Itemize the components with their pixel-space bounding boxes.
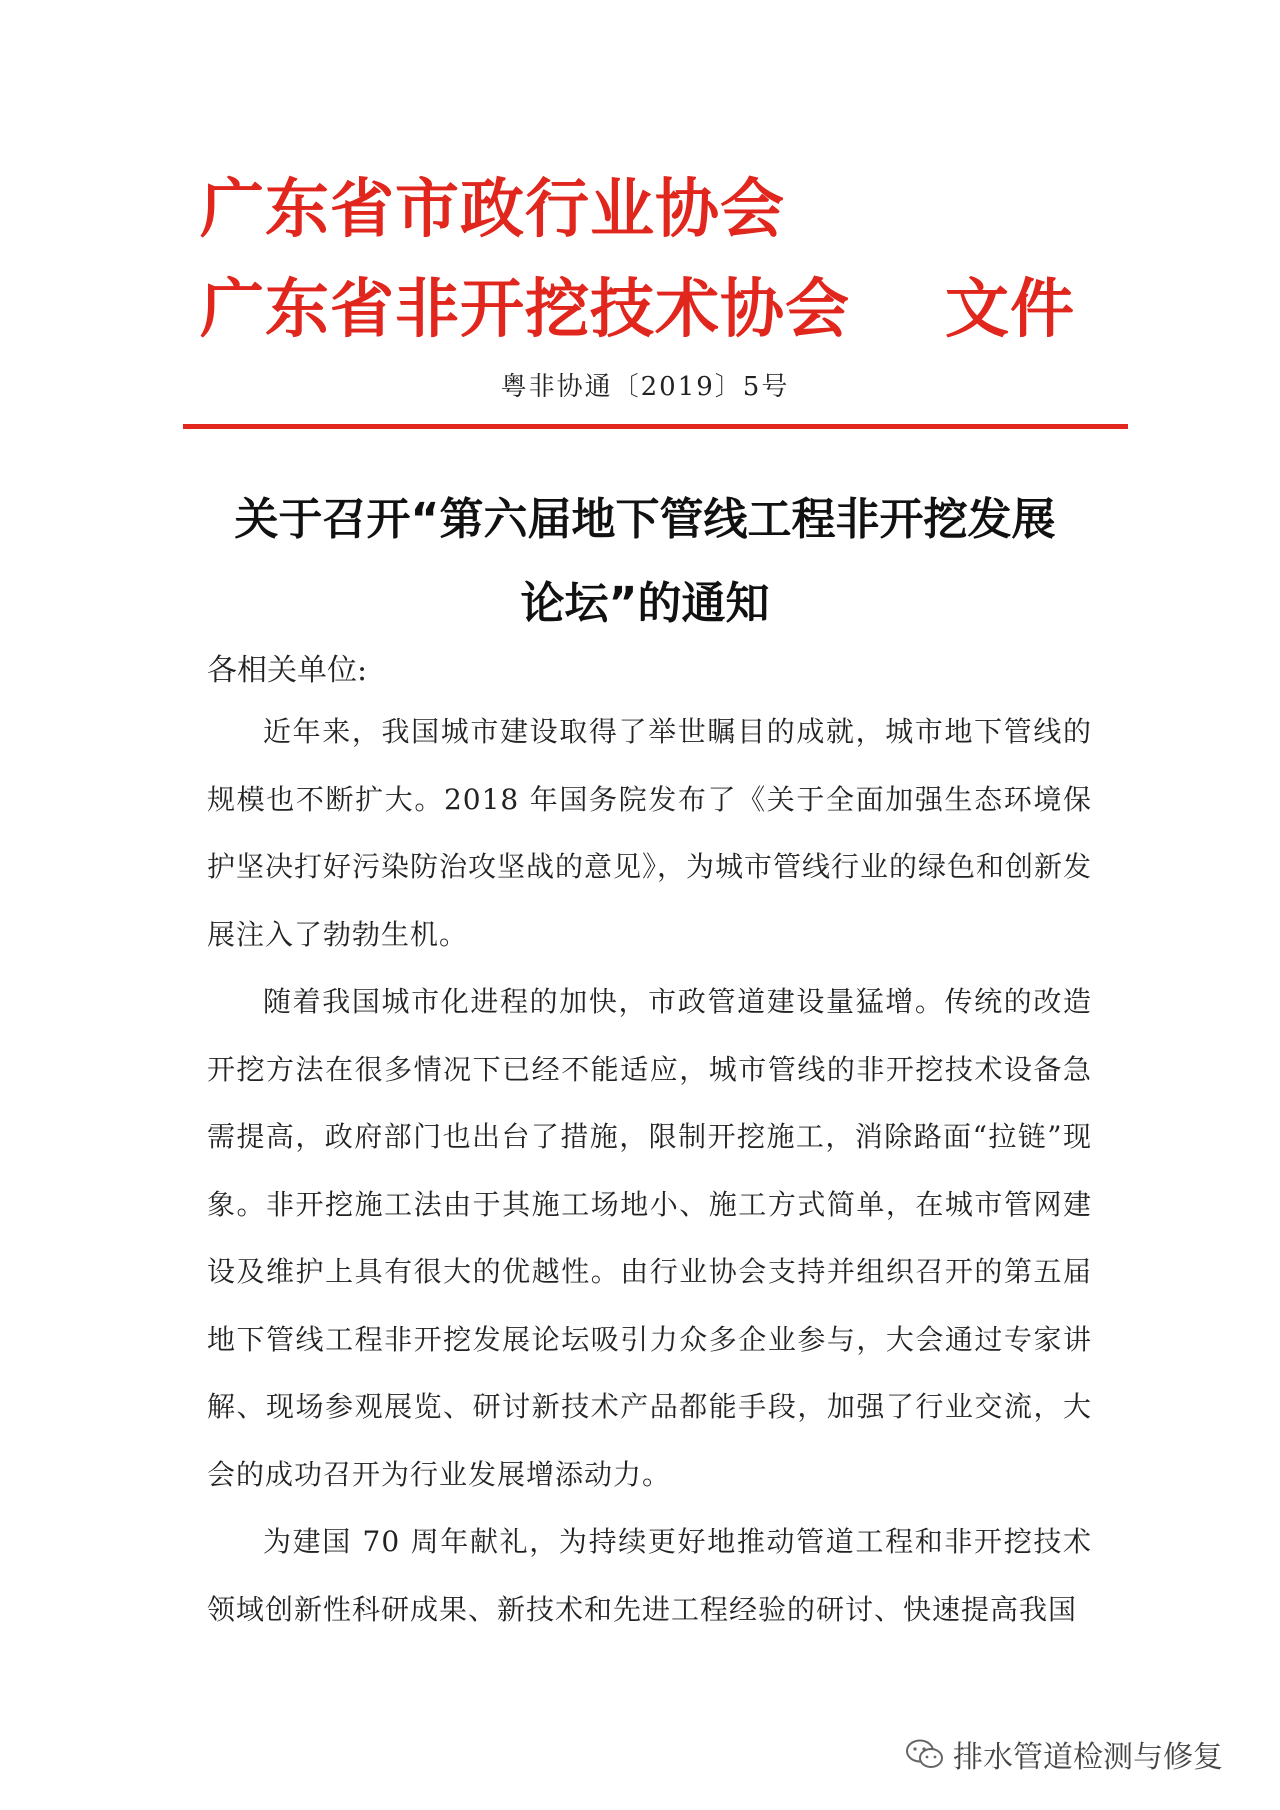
org-name-municipal: 广东省市政行业协会	[200, 173, 785, 247]
document-header	[200, 160, 1100, 360]
document-label: 文件	[945, 273, 1075, 347]
notice-title-line-1: 关于召开“第六届地下管线工程非开挖发展	[234, 494, 1056, 545]
paragraph: 为建国 70 周年献礼，为持续更好地推动管道工程和非开挖技术领域创新性科研成果、新技术和先进工程经验的研讨、快速提高我国	[207, 1525, 1092, 1626]
wechat-icon	[905, 1737, 945, 1771]
paragraph: 随着我国城市化进程的加快，市政管道建设量猛增。传统的改造开挖方法在很多情况下已经不能适应，城市管线的非开挖技术设备急需提高，政府部门也出台了措施，限制开挖施工，消除路面“拉链”现象。非开挖施工法由于其施工场地小、施工方式简单，在城市管网建设及维护上具有很大的优越性。由行业协会支持并组织召开的第五届地下管线工程非开挖发展论坛吸引力众多企业参与，大会通过专家讲解、现场参观展览、研讨新技术产品都能手段，加强了行业交流，大会的成功召开为行业发展增添动力。	[207, 985, 1092, 1491]
paragraph: 近年来，我国城市建设取得了举世瞩目的成就，城市地下管线的规模也不断扩大。2018 年国务院发布了《关于全面加强生态环境保护坚决打好污染防治攻坚战的意见》，为城市管线行业的绿色和创新发展注入了勃勃生机。	[207, 715, 1093, 951]
notice-title-line-2: 论坛”的通知	[520, 578, 770, 629]
wechat-watermark	[905, 1730, 1223, 1778]
notice-title	[200, 478, 1090, 646]
watermark-text: 排水管道检测与修复	[953, 1740, 1223, 1775]
header-divider	[183, 424, 1128, 429]
document-number: 粤非协通〔2019〕5号	[500, 372, 790, 402]
org-name-trenchless-text: 广东省非开挖技术协会	[200, 273, 850, 347]
org-name-trenchless	[200, 260, 1100, 360]
notice-body	[207, 698, 1092, 1643]
salutation: 各相关单位:	[207, 653, 368, 688]
